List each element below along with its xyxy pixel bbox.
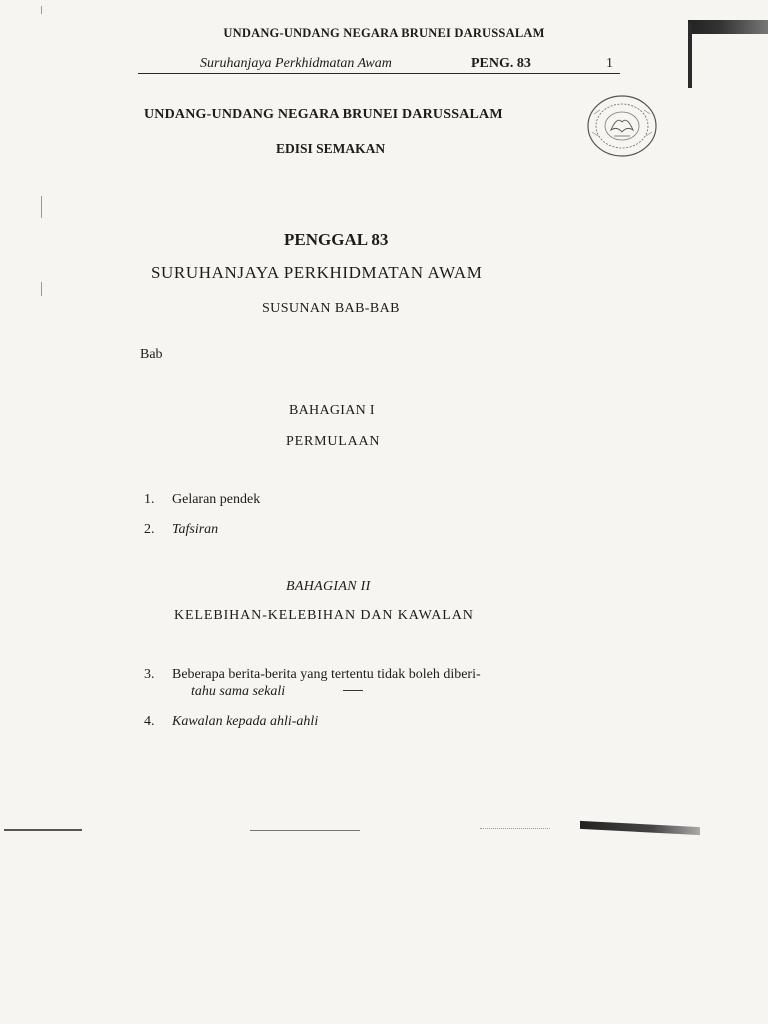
scan-artifact <box>41 282 42 296</box>
list-item <box>144 667 481 683</box>
header-rule <box>138 73 620 74</box>
running-head: UNDANG-UNDANG NEGARA BRUNEI DARUSSALAM <box>223 26 545 40</box>
official-seal-icon <box>584 92 660 160</box>
scan-artifact <box>41 196 42 218</box>
chapter-title: PENGGAL 83 <box>284 230 389 249</box>
act-title: SURUHANJAYA PERKHIDMATAN AWAM <box>151 263 483 282</box>
item-text: Gelaran pendek <box>172 492 261 507</box>
scan-artifact <box>41 6 42 14</box>
item-number: 4. <box>144 714 155 729</box>
list-item <box>144 714 318 730</box>
item-number: 3. <box>144 667 155 682</box>
edition-label: EDISI SEMAKAN <box>276 141 386 156</box>
item-text: Kawalan kepada ahli-ahli <box>172 714 319 729</box>
scan-artifact <box>688 20 768 34</box>
item-text: Tafsiran <box>172 522 219 537</box>
scan-artifact <box>688 22 692 88</box>
list-item <box>144 492 260 508</box>
header-subtitle: Suruhanjaya Perkhidmatan Awam <box>200 56 392 71</box>
scan-artifact <box>580 821 700 835</box>
header-chapter-code: PENG. 83 <box>471 56 531 71</box>
scan-artifact <box>4 829 82 831</box>
part-2-title: BAHAGIAN II <box>286 579 371 594</box>
item-number: 2. <box>144 522 155 537</box>
item-number: 1. <box>144 492 155 507</box>
item-dash <box>343 690 363 691</box>
law-title: UNDANG-UNDANG NEGARA BRUNEI DARUSSALAM <box>144 107 503 122</box>
part-1-title: BAHAGIAN I <box>289 403 375 418</box>
item-text: Beberapa berita-berita yang tertentu tidak boleh diberi- <box>172 667 481 682</box>
scan-artifact <box>480 828 550 829</box>
part-2-name: KELEBIHAN-KELEBIHAN DAN KAWALAN <box>174 608 474 623</box>
list-item <box>144 522 218 538</box>
page-number: 1 <box>606 56 613 71</box>
item-text-continuation: tahu sama sekali <box>191 684 286 699</box>
scan-artifact <box>250 830 360 831</box>
column-label-bab: Bab <box>140 347 163 362</box>
part-1-name: PERMULAAN <box>286 434 381 449</box>
arrangement-heading: SUSUNAN BAB-BAB <box>262 301 400 316</box>
